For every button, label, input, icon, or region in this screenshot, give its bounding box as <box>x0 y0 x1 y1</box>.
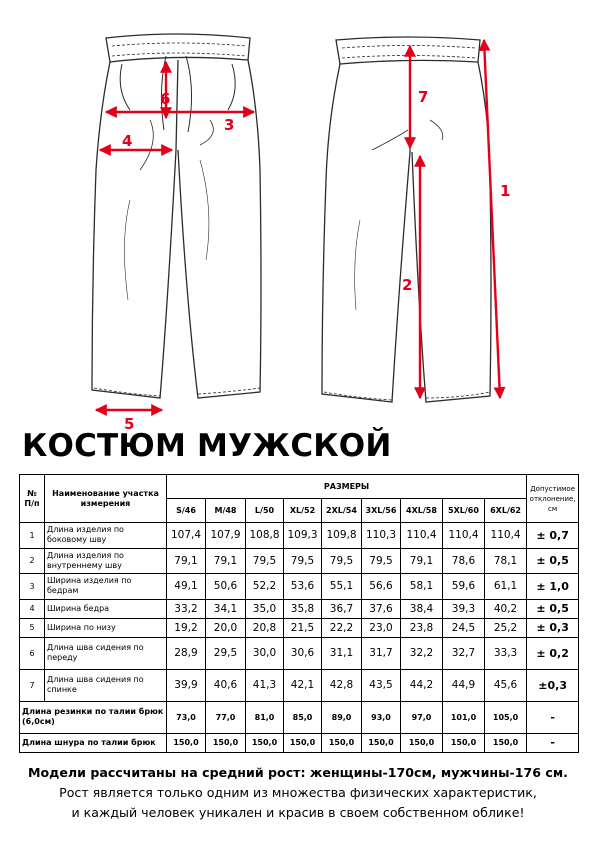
row-name: Длина шнура по талии брюк <box>20 733 167 752</box>
size-value: 89,0 <box>322 701 362 733</box>
marker-label-1: 1 <box>500 182 511 200</box>
size-value: 44,2 <box>401 669 443 701</box>
size-header: 2XL/54 <box>322 499 362 523</box>
size-value: 101,0 <box>443 701 485 733</box>
size-value: 24,5 <box>443 618 485 637</box>
marker-label-2: 2 <box>402 276 413 294</box>
size-value: 36,7 <box>322 599 362 618</box>
size-value: 109,3 <box>284 523 322 549</box>
size-value: 39,9 <box>167 669 206 701</box>
header-no: № П/п <box>20 475 45 523</box>
back-right-leg <box>412 62 491 402</box>
size-header: S/46 <box>167 499 206 523</box>
size-header: M/48 <box>206 499 246 523</box>
marker-label-4: 4 <box>122 132 133 150</box>
row-tolerance: ± 0,3 <box>527 618 579 637</box>
size-value: 73,0 <box>167 701 206 733</box>
note-line-2: Рост является только одним из множества физических характеристик, <box>59 785 537 800</box>
table-row <box>20 701 579 733</box>
size-value: 110,3 <box>362 523 401 549</box>
size-header: 5XL/60 <box>443 499 485 523</box>
size-value: 31,1 <box>322 637 362 669</box>
front-waistband <box>106 34 250 62</box>
table-row <box>20 574 579 600</box>
size-value: 43,5 <box>362 669 401 701</box>
back-view <box>322 37 491 402</box>
size-value: 23,8 <box>401 618 443 637</box>
size-value: 79,5 <box>284 548 322 574</box>
size-value: 32,2 <box>401 637 443 669</box>
size-value: 78,6 <box>443 548 485 574</box>
size-value: 79,5 <box>362 548 401 574</box>
row-name: Длина изделия по внутреннему шву <box>45 548 167 574</box>
row-number: 3 <box>20 574 45 600</box>
size-value: 107,4 <box>167 523 206 549</box>
size-value: 22,2 <box>322 618 362 637</box>
size-value: 50,6 <box>206 574 246 600</box>
marker-label-3: 3 <box>224 116 235 134</box>
size-value: 93,0 <box>362 701 401 733</box>
size-value: 33,3 <box>485 637 527 669</box>
table-row <box>20 733 579 752</box>
row-name: Ширина бедра <box>45 599 167 618</box>
back-waistband <box>336 37 480 64</box>
size-value: 29,5 <box>206 637 246 669</box>
row-tolerance: ± 1,0 <box>527 574 579 600</box>
size-value: 19,2 <box>167 618 206 637</box>
table-row <box>20 599 579 618</box>
size-value: 28,9 <box>167 637 206 669</box>
header-name: Наименование участка измерения <box>45 475 167 523</box>
marker-label-7: 7 <box>418 88 429 106</box>
size-value: 33,2 <box>167 599 206 618</box>
page-title: КОСТЮМ МУЖСКОЙ <box>22 428 392 464</box>
table-row <box>20 523 579 549</box>
note-average-height: Модели рассчитаны на средний рост: женщины-170см, мужчины-176 см. <box>28 765 568 780</box>
row-tolerance: ± 0,5 <box>527 548 579 574</box>
row-tolerance: ± 0,5 <box>527 599 579 618</box>
size-value: 79,1 <box>206 548 246 574</box>
size-value: 150,0 <box>362 733 401 752</box>
measure-arrow-1 <box>484 40 500 398</box>
size-value: 49,1 <box>167 574 206 600</box>
size-value: 41,3 <box>246 669 284 701</box>
size-value: 40,6 <box>206 669 246 701</box>
size-value: 38,4 <box>401 599 443 618</box>
row-name: Длина резинки по талии брюк (6,0см) <box>20 701 167 733</box>
size-value: 81,0 <box>246 701 284 733</box>
size-value: 79,5 <box>322 548 362 574</box>
row-number: 2 <box>20 548 45 574</box>
row-tolerance: - <box>527 701 579 733</box>
size-value: 109,8 <box>322 523 362 549</box>
row-tolerance: - <box>527 733 579 752</box>
size-value: 78,1 <box>485 548 527 574</box>
size-value: 40,2 <box>485 599 527 618</box>
size-value: 20,8 <box>246 618 284 637</box>
size-header: 4XL/58 <box>401 499 443 523</box>
table-row <box>20 637 579 669</box>
row-tolerance: ± 0,7 <box>527 523 579 549</box>
size-value: 44,9 <box>443 669 485 701</box>
size-value: 61,1 <box>485 574 527 600</box>
size-value: 53,6 <box>284 574 322 600</box>
size-value: 110,4 <box>443 523 485 549</box>
table-row <box>20 548 579 574</box>
size-header: 3XL/56 <box>362 499 401 523</box>
size-table <box>19 474 579 753</box>
size-value: 150,0 <box>206 733 246 752</box>
size-value: 79,1 <box>167 548 206 574</box>
size-value: 52,2 <box>246 574 284 600</box>
header-tolerance: Допустимое отклонение, см <box>527 475 579 523</box>
size-value: 105,0 <box>485 701 527 733</box>
size-value: 30,6 <box>284 637 322 669</box>
size-value: 150,0 <box>284 733 322 752</box>
row-tolerance: ± 0,2 <box>527 637 579 669</box>
front-view <box>92 34 261 398</box>
size-value: 21,5 <box>284 618 322 637</box>
row-name: Длина шва сидения по спинке <box>45 669 167 701</box>
size-value: 23,0 <box>362 618 401 637</box>
size-value: 55,1 <box>322 574 362 600</box>
back-left-leg <box>322 64 413 402</box>
size-value: 110,4 <box>401 523 443 549</box>
row-number: 1 <box>20 523 45 549</box>
size-value: 77,0 <box>206 701 246 733</box>
size-value: 59,6 <box>443 574 485 600</box>
size-value: 150,0 <box>322 733 362 752</box>
header-sizes: РАЗМЕРЫ <box>167 475 527 499</box>
size-value: 31,7 <box>362 637 401 669</box>
size-header: 6XL/62 <box>485 499 527 523</box>
size-value: 97,0 <box>401 701 443 733</box>
row-number: 4 <box>20 599 45 618</box>
size-value: 45,6 <box>485 669 527 701</box>
size-value: 20,0 <box>206 618 246 637</box>
size-value: 150,0 <box>485 733 527 752</box>
size-value: 79,5 <box>246 548 284 574</box>
size-value: 108,8 <box>246 523 284 549</box>
table-row <box>20 669 579 701</box>
size-value: 58,1 <box>401 574 443 600</box>
size-value: 30,0 <box>246 637 284 669</box>
size-value: 56,6 <box>362 574 401 600</box>
marker-label-6: 6 <box>160 90 171 108</box>
size-value: 150,0 <box>443 733 485 752</box>
note-line-3: и каждый человек уникален и красив в своем собственном облике! <box>71 805 525 820</box>
size-header: L/50 <box>246 499 284 523</box>
row-tolerance: ±0,3 <box>527 669 579 701</box>
size-header: XL/52 <box>284 499 322 523</box>
size-value: 42,8 <box>322 669 362 701</box>
size-value: 150,0 <box>167 733 206 752</box>
row-name: Ширина по низу <box>45 618 167 637</box>
row-number: 7 <box>20 669 45 701</box>
size-value: 32,7 <box>443 637 485 669</box>
row-name: Длина шва сидения по переду <box>45 637 167 669</box>
size-value: 150,0 <box>246 733 284 752</box>
row-name: Ширина изделия по бедрам <box>45 574 167 600</box>
row-number: 5 <box>20 618 45 637</box>
size-value: 79,1 <box>401 548 443 574</box>
size-value: 107,9 <box>206 523 246 549</box>
size-value: 42,1 <box>284 669 322 701</box>
size-value: 150,0 <box>401 733 443 752</box>
size-value: 37,6 <box>362 599 401 618</box>
marker-label-5: 5 <box>124 415 135 430</box>
size-value: 34,1 <box>206 599 246 618</box>
size-value: 85,0 <box>284 701 322 733</box>
size-value: 25,2 <box>485 618 527 637</box>
size-value: 35,8 <box>284 599 322 618</box>
size-value: 39,3 <box>443 599 485 618</box>
table-row <box>20 618 579 637</box>
size-value: 110,4 <box>485 523 527 549</box>
row-name: Длина изделия по боковому шву <box>45 523 167 549</box>
size-value: 35,0 <box>246 599 284 618</box>
row-number: 6 <box>20 637 45 669</box>
